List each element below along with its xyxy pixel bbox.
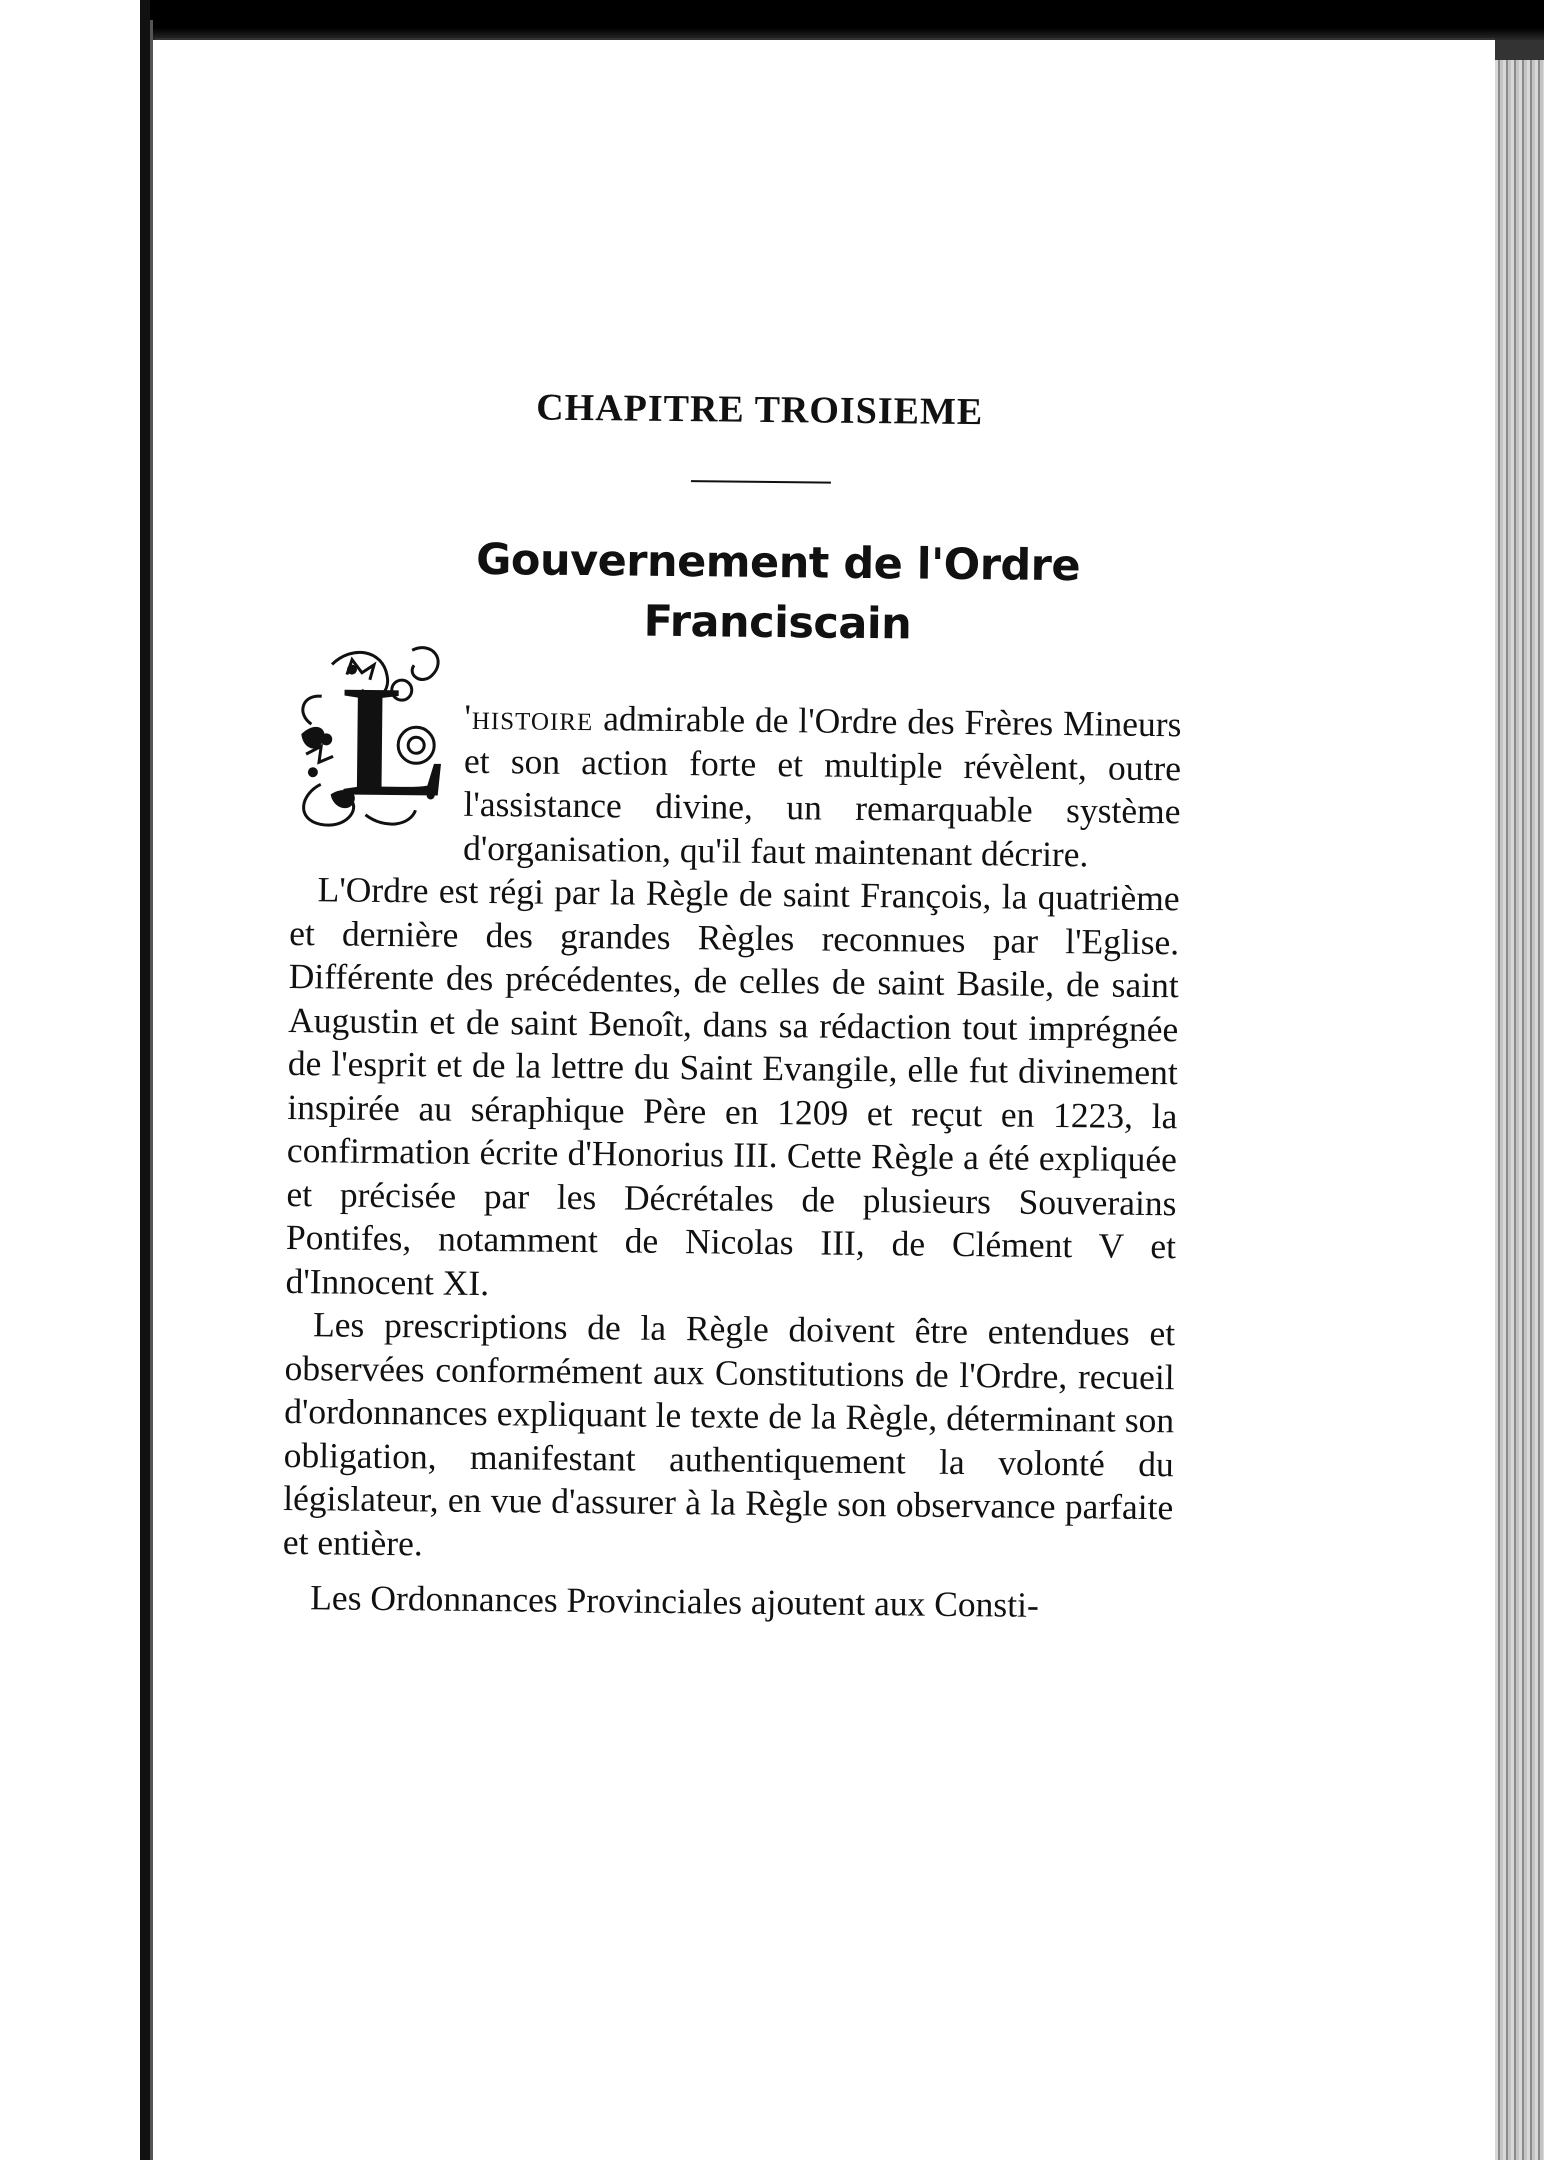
- paragraph-1-text: admirable de l'Ordre des Frères Mineurs et son action forte et multiple révèlent, outre l'assistance divine, un remarquable système d'organisation, qu'il faut maintenant décrire.: [462, 698, 1182, 874]
- paragraph-4: Les Ordonnances Provinciales ajoutent aux Consti-: [310, 1577, 1040, 1625]
- scan-top-shadow: [0, 0, 1544, 40]
- gutter-line: [150, 20, 153, 2160]
- dropcap-letter: L: [340, 651, 449, 831]
- paragraph-2: L'Ordre est régi par la Règle de saint François, la quatrième et dernière des grandes Règles reconnues par l'Eglise. Différente des précédentes, de celles de saint Basile, de saint Augustin et de saint Benoît, dans sa rédaction tout imprégnée de l'esprit et de la lettre du Saint Evangile, elle fut divinement inspirée au séraphique Père en 1209 et reçut en 1223, la confirmation écrite d'Honorius III. Cette Règle a été expliquée et précisée par les Décrétales de plusieurs Souverains Pontifes, notamment de Nicolas III, de Clément V et d'Innocent XI.: [285, 869, 1180, 1303]
- chapter-label: CHAPITRE TROISIEME: [535, 386, 984, 434]
- body-text: [282, 651, 1182, 1629]
- page-content: [282, 380, 1185, 1629]
- chapter-title: Gouvernement de l'Ordre Franciscain: [475, 534, 1081, 650]
- ornamental-dropcap-icon: [290, 634, 457, 836]
- paragraph-1: [290, 651, 1182, 877]
- paragraph-1-smallcaps: 'histoire: [464, 696, 594, 739]
- left-page-edge: [0, 0, 150, 2160]
- paragraph-3: Les prescriptions de la Règle doivent être entendues et observées conformément aux Constitutions de l'Ordre, recueil d'ordonnances expliquant le texte de la Règle, déterminant son obligation, manifestant authentiquement la volonté du législateur, en vue d'assurer à la Règle son observance parfaite et entière.: [282, 1304, 1176, 1563]
- page-stack-edge: [1495, 60, 1544, 2160]
- title-rule: [691, 480, 831, 483]
